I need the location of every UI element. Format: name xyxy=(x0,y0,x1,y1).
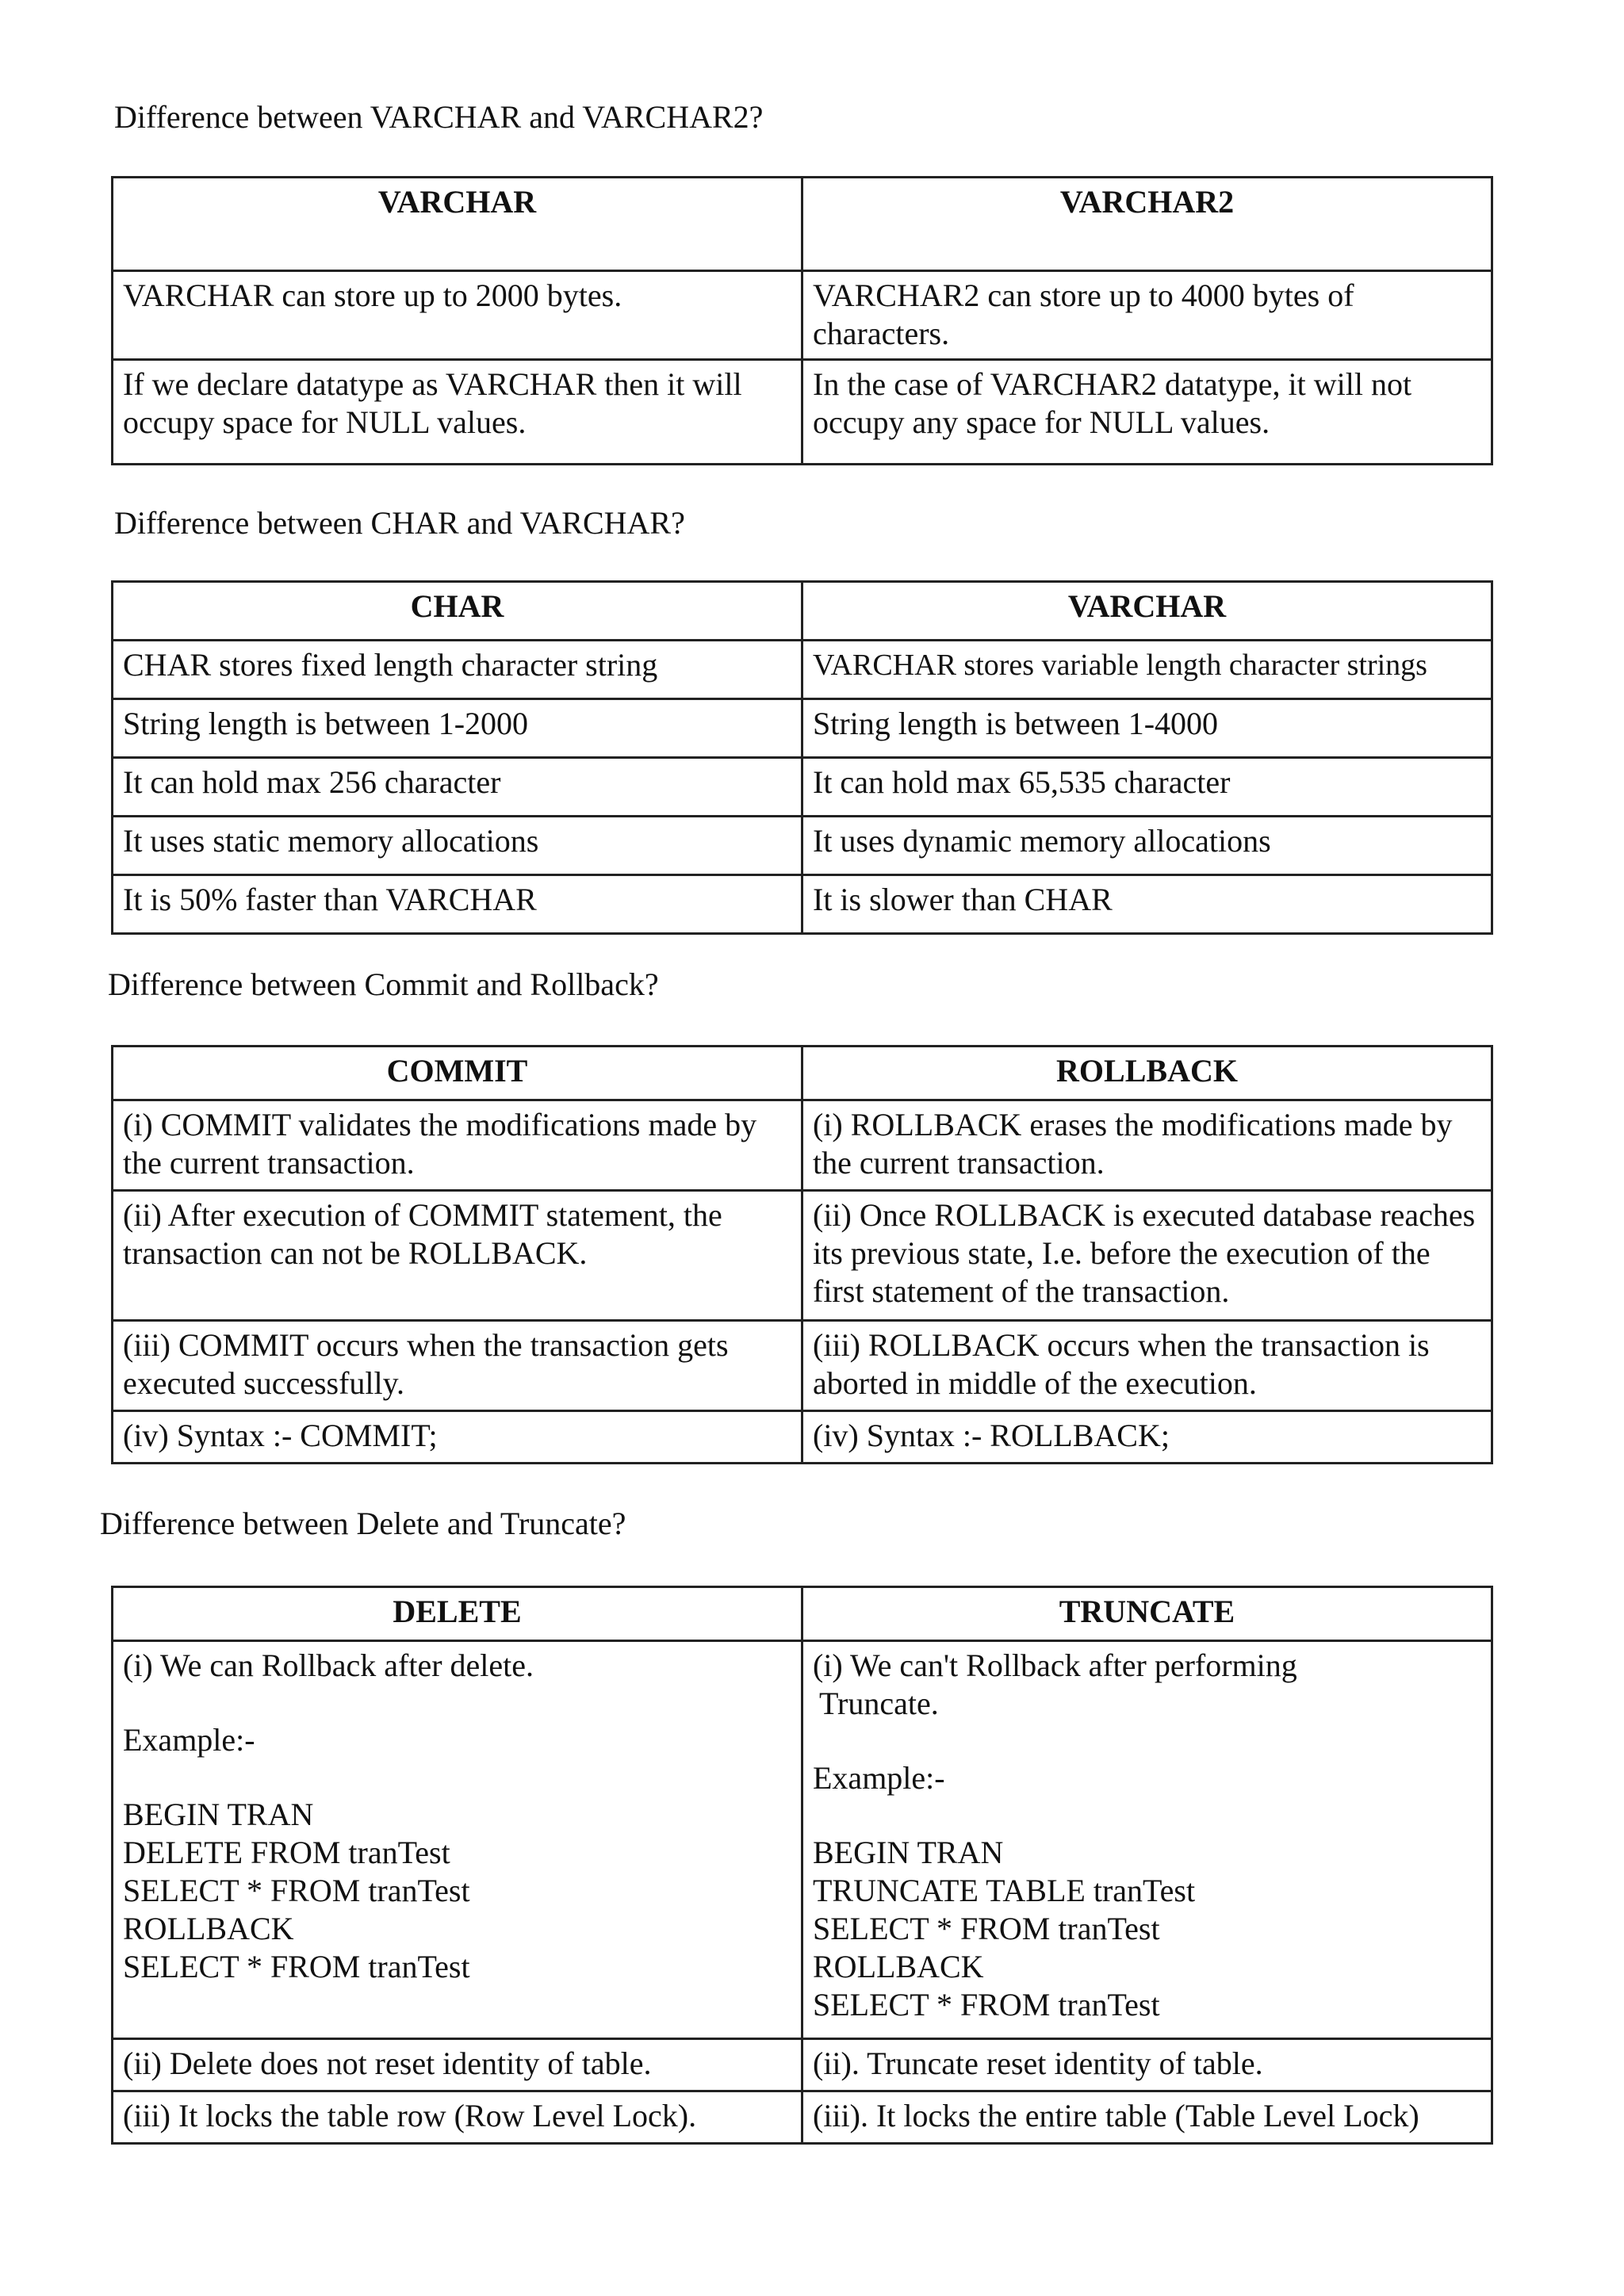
table-row xyxy=(113,699,1492,758)
table-header-row xyxy=(113,1047,1492,1100)
table-header-row xyxy=(113,1587,1492,1641)
table-row xyxy=(113,271,1492,360)
code-line: DELETE FROM tranTest xyxy=(123,1835,450,1870)
section-heading-char-vs-varchar: Difference between CHAR and VARCHAR? xyxy=(114,505,685,541)
section-heading-commit-vs-rollback: Difference between Commit and Rollback? xyxy=(108,966,659,1002)
table-cell: (ii). Truncate reset identity of table. xyxy=(802,2039,1492,2091)
code-line: SELECT * FROM tranTest xyxy=(813,1911,1160,1946)
table-cell: String length is between 1-4000 xyxy=(802,699,1492,758)
column-header: TRUNCATE xyxy=(802,1587,1492,1641)
code-line: BEGIN TRAN xyxy=(813,1835,1004,1870)
table-cell: String length is between 1-2000 xyxy=(113,699,802,758)
table-header-row xyxy=(113,582,1492,641)
table-cell: It uses dynamic memory allocations xyxy=(802,817,1492,875)
section-heading-delete-vs-truncate: Difference between Delete and Truncate? xyxy=(100,1506,626,1541)
cell-text: Truncate. xyxy=(819,1686,939,1721)
code-line: ROLLBACK xyxy=(123,1911,294,1946)
column-header: VARCHAR xyxy=(113,178,802,271)
column-header: COMMIT xyxy=(113,1047,802,1100)
table-cell: (ii) Once ROLLBACK is executed database reaches its previous state, I.e. before the execution of the first statement of the transaction. xyxy=(802,1191,1492,1321)
table-row xyxy=(113,1321,1492,1411)
table-cell: (iii) COMMIT occurs when the transaction gets executed successfully. xyxy=(113,1321,802,1411)
table-delete-vs-truncate xyxy=(111,1586,1493,2145)
table-row xyxy=(113,2039,1492,2091)
column-header: VARCHAR2 xyxy=(802,178,1492,271)
section-heading-varchar-vs-varchar2: Difference between VARCHAR and VARCHAR2? xyxy=(114,99,764,135)
cell-text: (i) We can't Rollback after performing xyxy=(813,1647,1297,1683)
table-cell xyxy=(802,1641,1492,2039)
table-cell: (iii). It locks the entire table (Table Level Lock) xyxy=(802,2091,1492,2144)
table-cell: (iv) Syntax :- COMMIT; xyxy=(113,1411,802,1464)
table-row xyxy=(113,817,1492,875)
table-cell: (iii) ROLLBACK occurs when the transaction is aborted in middle of the execution. xyxy=(802,1321,1492,1411)
table-cell: (ii) After execution of COMMIT statement, the transaction can not be ROLLBACK. xyxy=(113,1191,802,1321)
table-row xyxy=(113,2091,1492,2144)
table-row xyxy=(113,641,1492,699)
code-line: ROLLBACK xyxy=(813,1949,984,1984)
spacer xyxy=(813,1797,1481,1834)
code-line: SELECT * FROM tranTest xyxy=(813,1987,1160,2022)
column-header: VARCHAR xyxy=(802,582,1492,641)
table-cell: (iv) Syntax :- ROLLBACK; xyxy=(802,1411,1492,1464)
table-cell: It is slower than CHAR xyxy=(802,875,1492,934)
code-line: SELECT * FROM tranTest xyxy=(123,1949,470,1984)
example-label: Example:- xyxy=(813,1760,945,1796)
code-line: SELECT * FROM tranTest xyxy=(123,1873,470,1908)
table-cell: (ii) Delete does not reset identity of table. xyxy=(113,2039,802,2091)
table-row xyxy=(113,1641,1492,2039)
table-cell: It can hold max 65,535 character xyxy=(802,758,1492,817)
table-commit-vs-rollback xyxy=(111,1045,1493,1464)
table-varchar-vs-varchar2 xyxy=(111,176,1493,465)
column-header: ROLLBACK xyxy=(802,1047,1492,1100)
table-cell: VARCHAR can store up to 2000 bytes. xyxy=(113,271,802,360)
table-cell: It is 50% faster than VARCHAR xyxy=(113,875,802,934)
spacer xyxy=(813,1723,1481,1759)
table-cell: It can hold max 256 character xyxy=(113,758,802,817)
table-row xyxy=(113,875,1492,934)
example-label: Example:- xyxy=(123,1722,255,1758)
column-header: CHAR xyxy=(113,582,802,641)
column-header: DELETE xyxy=(113,1587,802,1641)
cell-text: (i) We can Rollback after delete. xyxy=(123,1647,534,1683)
table-cell xyxy=(113,1641,802,2039)
table-header-row xyxy=(113,178,1492,271)
table-cell: VARCHAR stores variable length character strings xyxy=(802,641,1492,699)
table-row xyxy=(113,1100,1492,1191)
code-line: TRUNCATE TABLE tranTest xyxy=(813,1873,1196,1908)
table-row xyxy=(113,1191,1492,1321)
code-line: BEGIN TRAN xyxy=(123,1797,314,1832)
table-cell: CHAR stores fixed length character string xyxy=(113,641,802,699)
table-char-vs-varchar xyxy=(111,580,1493,935)
table-row xyxy=(113,360,1492,465)
table-row xyxy=(113,758,1492,817)
spacer xyxy=(123,1685,791,1721)
table-cell: If we declare datatype as VARCHAR then it will occupy space for NULL values. xyxy=(113,360,802,465)
table-cell: (iii) It locks the table row (Row Level Lock). xyxy=(113,2091,802,2144)
table-cell: (i) ROLLBACK erases the modifications made by the current transaction. xyxy=(802,1100,1492,1191)
table-cell: (i) COMMIT validates the modifications made by the current transaction. xyxy=(113,1100,802,1191)
table-cell: It uses static memory allocations xyxy=(113,817,802,875)
table-cell: In the case of VARCHAR2 datatype, it will not occupy any space for NULL values. xyxy=(802,360,1492,465)
spacer xyxy=(123,1759,791,1796)
table-cell: VARCHAR2 can store up to 4000 bytes of characters. xyxy=(802,271,1492,360)
table-row xyxy=(113,1411,1492,1464)
